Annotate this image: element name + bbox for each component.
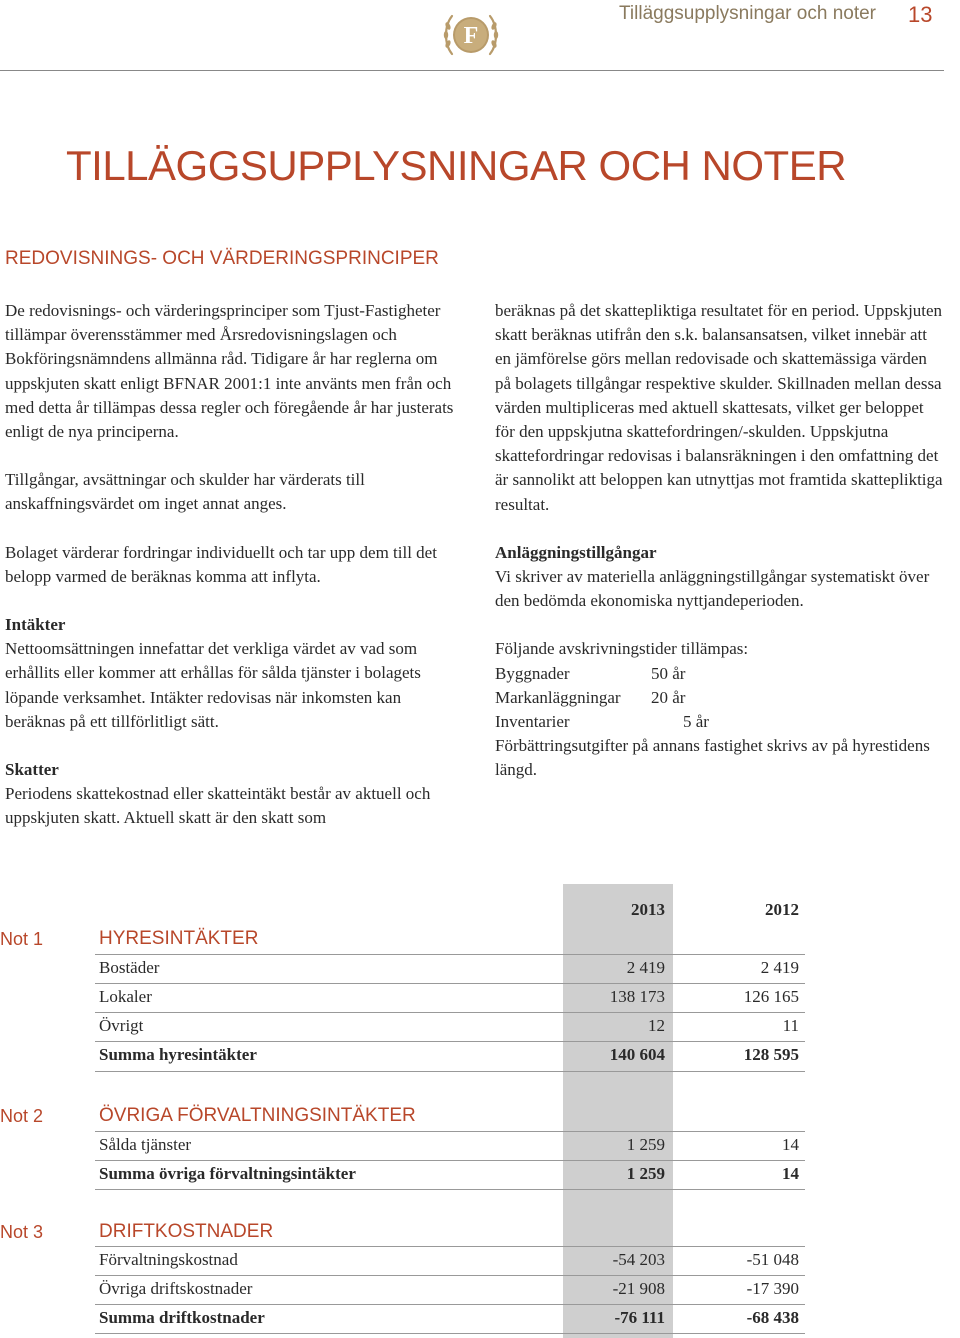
- year-header-2013: 2013: [631, 900, 665, 919]
- heading-anlaggningstillgangar: Anläggningstillgångar: [495, 542, 657, 562]
- note-1-label: Not 1: [0, 929, 44, 949]
- row-divider: [95, 1189, 805, 1190]
- paragraph-valuation: Tillgångar, avsättningar och skulder har värderats till anskaffningsvärdet om inget annat anges.: [5, 470, 365, 514]
- row-divider: [95, 1131, 805, 1132]
- table-cell-2013: 1 259: [626, 1135, 665, 1154]
- note-1-title: HYRESINTÄKTER: [99, 928, 259, 949]
- table-cell-2012: 126 165: [743, 987, 799, 1006]
- table-cell-2012: 2 419: [760, 958, 799, 977]
- note-3-title: DRIFTKOSTNADER: [99, 1221, 274, 1242]
- depreciation-outro: Förbättringsutgifter på annans fastighet skrivs av på hyrestidens längd.: [495, 736, 930, 780]
- table-cell-2012: 14: [782, 1135, 799, 1154]
- note-3-label: Not 3: [0, 1222, 44, 1242]
- row-divider: [95, 1012, 805, 1013]
- table-row-label: Bostäder: [99, 958, 160, 977]
- table-cell-2013: 2 419: [626, 958, 665, 977]
- table-sum-2013: 140 604: [609, 1045, 665, 1064]
- row-divider: [95, 983, 805, 984]
- table-sum-2013: -76 111: [614, 1308, 665, 1327]
- table-cell-2012: -17 390: [746, 1279, 799, 1298]
- table-row-label: Lokaler: [99, 987, 152, 1006]
- depreciation-intro: Följande avskrivningstider tillämpas:: [495, 639, 749, 659]
- table-cell-2012: 11: [782, 1016, 799, 1035]
- depreciation-row: Markanläggningar 20 år: [495, 687, 686, 707]
- table-row-label: Övrigt: [99, 1016, 144, 1035]
- row-divider: [95, 1041, 805, 1042]
- table-sum-2012: 14: [782, 1164, 799, 1183]
- row-divider: [95, 1333, 805, 1334]
- table-cell-2013: 12: [648, 1016, 665, 1035]
- depreciation-table: [495, 662, 947, 735]
- paragraph-skatter: Periodens skattekostnad eller skatteintäkt består av aktuell och uppskjuten skatt. Aktuell skatt är den skatt som: [5, 784, 431, 828]
- company-logo: [440, 4, 502, 66]
- note-2-title: ÖVRIGA FÖRVALTNINGSINTÄKTER: [99, 1105, 416, 1126]
- table-sum-2012: 128 595: [743, 1045, 799, 1064]
- note-2-label: Not 2: [0, 1106, 44, 1126]
- right-column: [495, 299, 947, 783]
- running-title: Tilläggsupplysningar och noter: [619, 3, 877, 24]
- table-cell-2013: -54 203: [612, 1250, 665, 1269]
- table-sum-label: Summa driftkostnader: [99, 1308, 265, 1327]
- row-divider: [95, 1160, 805, 1161]
- heading-skatter: Skatter: [5, 760, 59, 780]
- table-sum-2013: 1 259: [626, 1164, 665, 1183]
- table-row-label: Förvaltningskostnad: [99, 1250, 238, 1269]
- table-sum-label: Summa hyresintäkter: [99, 1045, 257, 1064]
- row-divider: [95, 1275, 805, 1276]
- paragraph-deferred-tax: beräknas på det skattepliktiga resultatet för en period. Uppskjuten skatt beräknas utifrån den s.k. balansansatsen, vilket innebär att en jämförelse görs mellan redovisade och skattemässiga värden på bolagets tillgångar respektive skulder. Skillnaden mellan dessa värden multipliceras med aktuell skattesats, vilket ger beloppet för den uppskjutna skattefordringen/-skulden. Uppskjutna skattefordringar redovisas i balansräkningen i den omfattning det är sannolikt att beloppen kan utnyttjas mot framtida skattepliktiga resultat.: [495, 301, 943, 514]
- table-cell-2013: 138 173: [609, 987, 665, 1006]
- year-header-2012: 2012: [765, 900, 799, 919]
- paragraph-principles: De redovisnings- och värderingsprinciper som Tjust-Fastigheter tillämpar överensstämmer med Årsredovisningslagen och Bokföringsnämndens allmänna råd. Tidigare år har reglerna om uppskjuten skatt enligt BFNAR 2001:1 inte använts men från och med detta år tillämpas dessa regler och föregående år har justerats enligt de nya principerna.: [5, 301, 454, 442]
- page-number: 13: [908, 2, 933, 27]
- table-cell-2013: -21 908: [612, 1279, 665, 1298]
- depreciation-row: Byggnader 50 år: [495, 663, 686, 683]
- header-divider: [0, 70, 944, 71]
- depreciation-row: Inventarier 5 år: [495, 712, 709, 732]
- row-divider: [95, 1304, 805, 1305]
- row-divider: [95, 1246, 805, 1247]
- left-column: [5, 299, 460, 831]
- page-title: TILLÄGGSUPPLYSNINGAR OCH NOTER: [66, 142, 847, 189]
- paragraph-receivables: Bolaget värderar fordringar individuellt och tar upp dem till det belopp varmed de beräknas komma att inflyta.: [5, 542, 437, 586]
- heading-intakter: Intäkter: [5, 615, 66, 635]
- row-divider: [95, 1071, 805, 1072]
- table-row-label: Övriga driftskostnader: [99, 1279, 253, 1298]
- table-cell-2012: -51 048: [746, 1250, 799, 1269]
- table-row-label: Sålda tjänster: [99, 1135, 192, 1154]
- table-sum-2012: -68 438: [746, 1308, 799, 1327]
- paragraph-anlaggningstillgangar: Vi skriver av materiella anläggningstillgångar systematiskt över den bedömda ekonomiska nyttjandeperioden.: [495, 567, 930, 611]
- row-divider: [95, 954, 805, 955]
- section-title: REDOVISNINGS- OCH VÄRDERINGSPRINCIPER: [5, 248, 439, 269]
- logo-letter: F: [463, 23, 479, 49]
- table-sum-label: Summa övriga förvaltningsintäkter: [99, 1164, 356, 1183]
- paragraph-intakter: Nettoomsättningen innefattar det verkliga värdet av vad som erhållits eller kommer att erhållas för sålda tjänster i bolagets löpande verksamhet. Intäkter redovisas när inkomsten kan beräknas på ett tillförlitligt sätt.: [5, 639, 421, 731]
